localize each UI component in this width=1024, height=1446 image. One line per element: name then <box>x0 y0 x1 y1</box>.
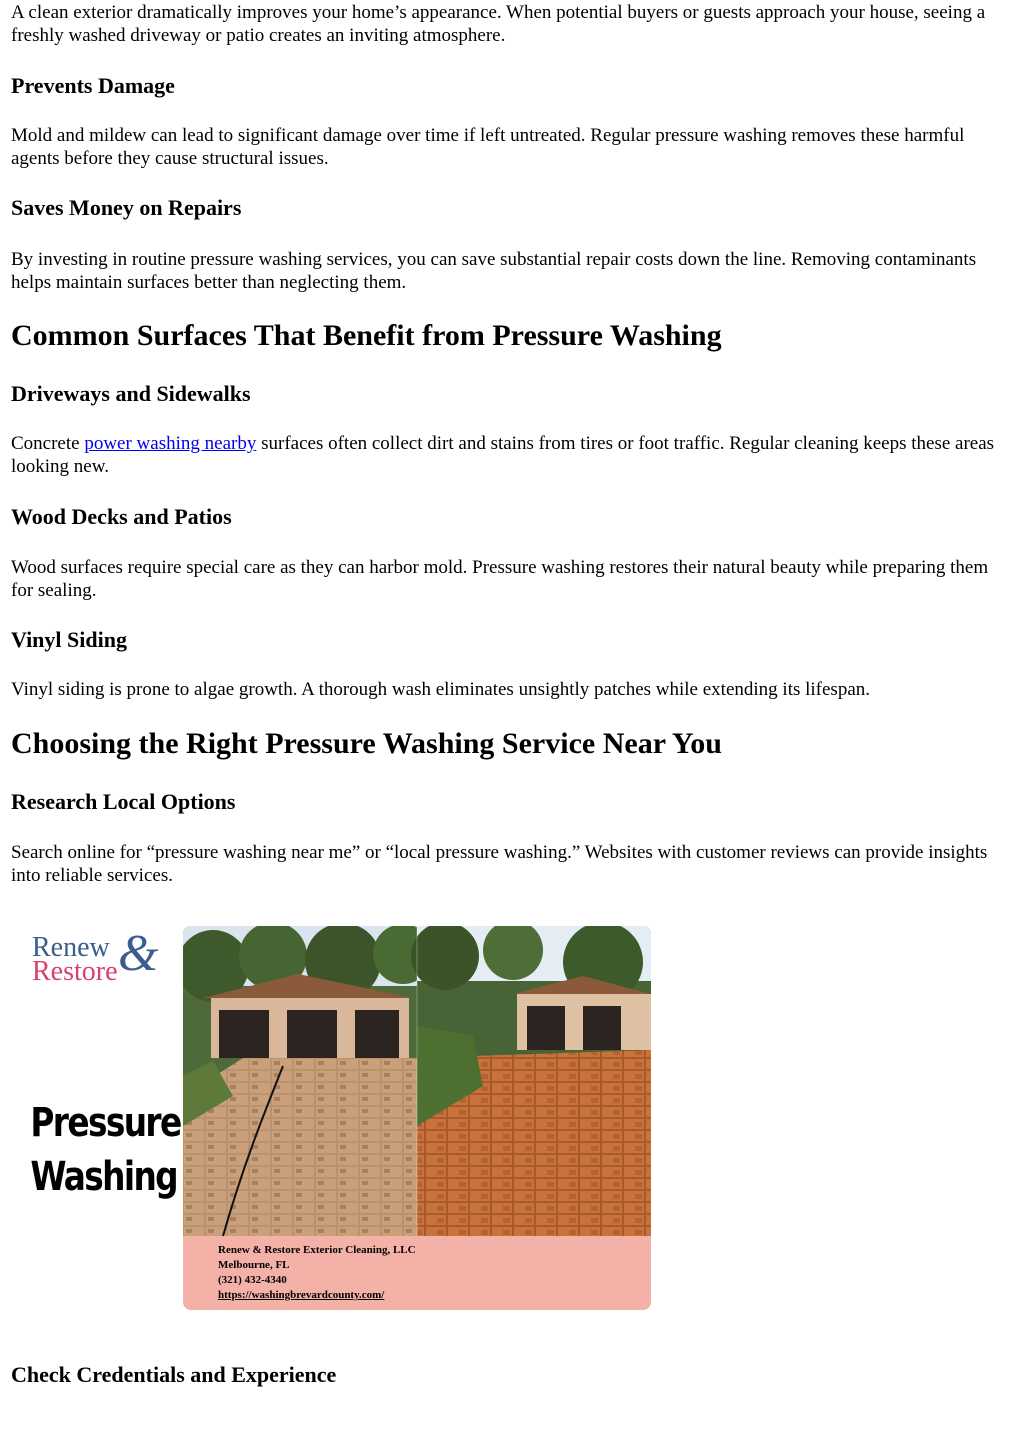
brand-logo-renew: Renew <box>32 932 110 963</box>
contact-info-panel <box>183 1236 651 1310</box>
driveway-photo-icon <box>183 926 651 1236</box>
promo-title-line2: Washing <box>30 1154 178 1200</box>
heading-saves-money: Saves Money on Repairs <box>11 195 242 220</box>
heading-wood-decks: Wood Decks and Patios <box>11 504 232 529</box>
brand-logo <box>32 925 159 987</box>
saves-money-paragraph: By investing in routine pressure washing services, you can save substantial repair costs down the line. Removing contaminants helps maintain surfaces better than neglecting them. <box>11 249 977 293</box>
vinyl-siding-paragraph: Vinyl siding is prone to algae growth. A thorough wash eliminates unsightly patches while extending its lifespan. <box>11 679 871 700</box>
heading-common-surfaces: Common Surfaces That Benefit from Pressure Washing <box>11 319 722 352</box>
before-after-photo <box>183 926 651 1236</box>
promo-title-line1: Pressure <box>30 1100 181 1146</box>
driveways-text-after: surfaces often collect dirt and stains from tires or foot traffic. Regular cleaning keeps these areas looking new. <box>11 433 995 477</box>
heading-research-local: Research Local Options <box>11 789 236 814</box>
promo-image <box>16 924 648 1312</box>
company-phone: (321) 432-4340 <box>218 1274 287 1286</box>
heading-driveways: Driveways and Sidewalks <box>11 381 251 406</box>
heading-check-credentials: Check Credentials and Experience <box>11 1362 337 1387</box>
heading-choosing-service: Choosing the Right Pressure Washing Service Near You <box>11 727 722 760</box>
heading-vinyl-siding: Vinyl Siding <box>11 627 127 652</box>
company-name: Renew & Restore Exterior Cleaning, LLC <box>218 1244 416 1256</box>
research-local-paragraph: Search online for “pressure washing near me” or “local pressure washing.” Websites with customer reviews can provide insights into reliable services. <box>11 842 988 886</box>
brand-logo-restore: Restore <box>32 956 118 987</box>
heading-prevents-damage: Prevents Damage <box>11 73 175 98</box>
intro-paragraph: A clean exterior dramatically improves your home’s appearance. When potential buyers or guests approach your house, seeing a freshly washed driveway or patio creates an inviting atmosphere. <box>11 2 986 46</box>
brand-logo-ampersand: & <box>118 925 159 982</box>
company-location: Melbourne, FL <box>218 1259 290 1271</box>
power-washing-nearby-link[interactable]: power washing nearby <box>84 433 257 454</box>
driveways-text-before: Concrete <box>11 433 85 454</box>
prevents-damage-paragraph: Mold and mildew can lead to significant damage over time if left untreated. Regular pressure washing removes these harmful agents before they cause structural issues. <box>11 125 965 169</box>
wood-decks-paragraph: Wood surfaces require special care as they can harbor mold. Pressure washing restores their natural beauty while preparing them for sealing. <box>11 557 989 601</box>
company-url: https://washingbrevardcounty.com/ <box>218 1289 385 1301</box>
driveways-paragraph <box>11 432 1011 478</box>
